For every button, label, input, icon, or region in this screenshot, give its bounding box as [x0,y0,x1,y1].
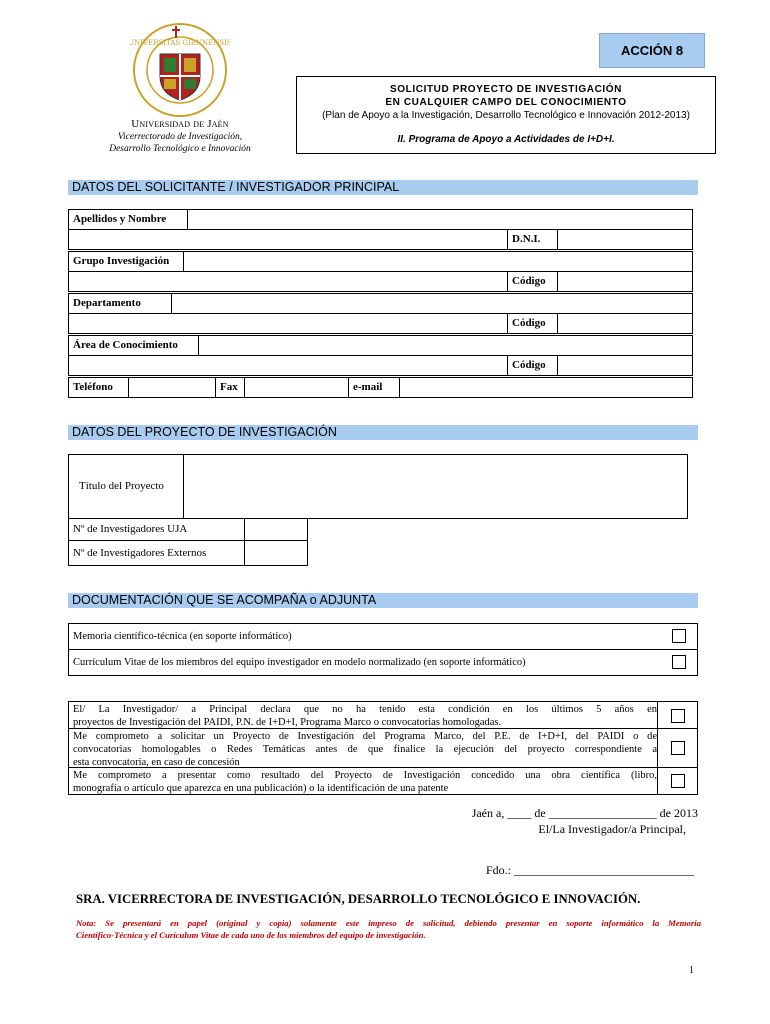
doc1-checkbox[interactable] [672,629,686,643]
signature-role: El/La Investigador/a Principal, [538,822,686,836]
decl2-line1: Me comprometo a solicitar un Proyecto de Investigación del Programa Marco, del P.E. de I+D+I, del PAIDI o de [73,731,657,742]
decl2-line3: esta convocatoria, en caso de concesión [73,757,240,768]
doc2-label: Currículum Vitae de los miembros del equipo investigador en modelo normalizado (en soporte informático) [73,657,526,668]
accion-badge: ACCIÓN 8 [599,33,705,68]
grupo-codigo-input[interactable] [557,271,693,292]
area-label: Área de Conocimiento [68,335,199,356]
inv-uja-input[interactable] [244,518,308,541]
inv-ext-input[interactable] [244,540,308,566]
departamento-label: Departamento [68,293,172,314]
note-line2: Científico-Técnica y el Curículum Vitae de cada uno de los miembros del equipo de investigación. [76,930,426,940]
decl3-line1: Me comprometo a presentar como resultado del Proyecto de Investigación concedido una obra científica (libro, [73,770,657,781]
title-box [296,76,716,154]
departamento-codigo-label: Código [507,313,558,334]
doc1-label: Memoria científico-técnica (en soporte informático) [73,631,292,642]
area-input-line2[interactable] [68,355,508,376]
title-line1: SOLICITUD PROYECTO DE INVESTIGACIÓN [390,84,622,95]
doc2-row [68,649,698,676]
page-number: 1 [689,965,694,976]
decl2-line2: convocatorias homologables o Redes Temáticas antes de que finalice la ejecución del proyecto correspondiente a [73,744,657,755]
dni-label: D.N.I. [507,229,558,250]
vicerrectorado-text [80,131,280,155]
fax-label: Fax [215,377,245,398]
section-heading-proyecto: DATOS DEL PROYECTO DE INVESTIGACIÓN [68,425,698,440]
area-input[interactable] [198,335,693,356]
titulo-input[interactable] [183,454,688,519]
decl2-row [68,728,658,768]
decl1-row [68,701,658,729]
fax-input[interactable] [244,377,349,398]
departamento-codigo-input[interactable] [557,313,693,334]
university-seal-logo [130,18,230,118]
decl2-checkbox[interactable] [671,741,685,755]
university-name: Universidad de Jaén [131,118,229,130]
grupo-input-line2[interactable] [68,271,508,292]
note [76,917,701,941]
vicerrectorado-line2: Desarrollo Tecnológico e Innovación [109,144,251,154]
programa-line [297,134,715,145]
email-input[interactable] [399,377,693,398]
apellidos-label: Apellidos y Nombre [68,209,188,230]
dni-input[interactable] [557,229,693,250]
area-codigo-input[interactable] [557,355,693,376]
departamento-input[interactable] [171,293,693,314]
signature-fdo[interactable]: Fdo.: ______________________________ [485,863,694,877]
email-label: e-mail [348,377,400,398]
inv-uja-label: Nº de Investigadores UJA [68,518,245,541]
telefono-label: Teléfono [68,377,129,398]
doc1-row [68,623,698,650]
inv-ext-label: Nº de Investigadores Externos [68,540,245,566]
note-line1: Nota: Se presentará en papel (original y copia) solamente este impreso de solicitud, debiendo presentar en soporte informático la Memoria [76,918,701,928]
area-codigo-label: Código [507,355,558,376]
section-heading-documentacion: DOCUMENTACIÓN QUE SE ACOMPAÑA o ADJUNTA [68,593,698,608]
decl1-line1: El/ La Investigador/ a Principal declara que no ha tenido esta condición en los últimos 5 años en [73,704,657,715]
departamento-input-line2[interactable] [68,313,508,334]
place-date: Jaén a, ____ de __________________ de 2013 [471,806,698,820]
grupo-label: Grupo Investigación [68,251,184,272]
decl3-line2: monografía o artículo que aparezca en una publicación) o la identificación de una patente [73,783,449,794]
title-line2: EN CUALQUIER CAMPO DEL CONOCIMIENTO [385,97,627,108]
titulo-label: Título del Proyecto [68,454,184,519]
decl1-line2: proyectos de Investigación del PAIDI, P.N. de I+D+I, Programa Marco o convocatorias homologadas. [73,717,502,728]
seal-text: UNIVERSITAS GIENNENSIS [130,39,230,47]
vicerrectorado-line1: Vicerrectorado de Investigación, [117,132,243,142]
grupo-codigo-label: Código [507,271,558,292]
programa-text: Programa de Apoyo a Actividades de I+D+I. [408,134,615,145]
telefono-input[interactable] [128,377,216,398]
doc2-checkbox[interactable] [672,655,686,669]
apellidos-input[interactable] [187,209,693,230]
apellidos-input-line2[interactable] [68,229,508,250]
decl3-checkbox[interactable] [671,774,685,788]
decl3-row [68,767,658,795]
grupo-input[interactable] [183,251,693,272]
decl1-checkbox[interactable] [671,709,685,723]
section-heading-solicitante: DATOS DEL SOLICITANTE / INVESTIGADOR PRINCIPAL [68,180,698,195]
programa-prefix: II. [397,134,406,145]
title-line3: (Plan de Apoyo a la Investigación, Desarrollo Tecnológico e Innovación 2012-2013) [322,110,690,121]
addressee: SRA. VICERRECTORA DE INVESTIGACIÓN, DESARROLLO TECNOLÓGICO E INNOVACIÓN. [76,892,641,906]
